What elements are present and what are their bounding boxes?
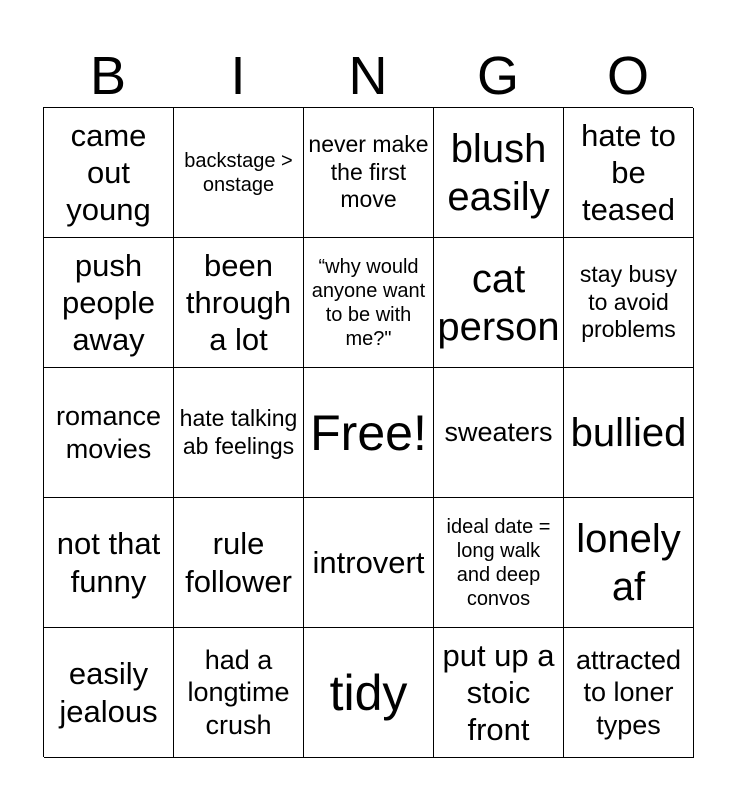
- cell-text: “why would anyone want to be with me?": [311, 255, 426, 350]
- bingo-cell[interactable]: [44, 238, 174, 368]
- cell-text: not that funny: [56, 526, 161, 599]
- cell-text: ideal date = long walk and deep convos: [446, 515, 551, 610]
- bingo-cell[interactable]: [434, 498, 564, 628]
- bingo-cell[interactable]: [174, 238, 304, 368]
- cell-text: attracted to loner types: [575, 644, 682, 740]
- cell-text: came out young: [66, 117, 151, 228]
- cell-text: push people away: [61, 247, 156, 358]
- cell-text: Free!: [310, 404, 427, 461]
- cell-text: stay busy to avoid problems: [579, 261, 678, 343]
- bingo-cell[interactable]: [44, 628, 174, 758]
- header-letter-i: I: [230, 46, 246, 106]
- cell-text: easily jealous: [59, 656, 158, 729]
- cell-text: had a longtime crush: [187, 644, 290, 740]
- header-letter-b: B: [89, 46, 127, 106]
- bingo-header: [43, 44, 693, 108]
- bingo-cell[interactable]: [564, 238, 694, 368]
- bingo-cell[interactable]: [44, 498, 174, 628]
- bingo-cell[interactable]: [44, 108, 174, 238]
- bingo-cell[interactable]: [174, 628, 304, 758]
- bingo-cell[interactable]: [44, 368, 174, 498]
- bingo-cell[interactable]: [174, 368, 304, 498]
- bingo-cell[interactable]: [564, 368, 694, 498]
- cell-text: tidy: [329, 664, 408, 721]
- bingo-cell[interactable]: [434, 628, 564, 758]
- header-letter-g: G: [476, 46, 519, 106]
- bingo-cell[interactable]: [174, 498, 304, 628]
- bingo-cell[interactable]: [564, 498, 694, 628]
- cell-text: blush easily: [447, 126, 550, 219]
- bingo-cell[interactable]: [564, 108, 694, 238]
- bingo-cell[interactable]: [564, 628, 694, 758]
- bingo-cell[interactable]: [304, 238, 434, 368]
- cell-text: cat person: [437, 256, 560, 349]
- cell-text: put up a stoic front: [442, 637, 555, 748]
- cell-text: rule follower: [185, 526, 292, 599]
- cell-text: hate to be teased: [581, 117, 676, 228]
- cell-text: introvert: [312, 544, 425, 580]
- bingo-cell[interactable]: [304, 108, 434, 238]
- cell-text: never make the first move: [308, 131, 429, 213]
- cell-text: hate talking ab feelings: [179, 404, 298, 459]
- cell-text: lonely af: [576, 516, 681, 609]
- bingo-board: [43, 107, 693, 757]
- header-letter-n: N: [348, 46, 388, 106]
- bingo-cell[interactable]: [174, 108, 304, 238]
- bingo-cell[interactable]: [434, 238, 564, 368]
- bingo-cell[interactable]: [304, 628, 434, 758]
- cell-text: bullied: [570, 410, 687, 455]
- cell-text: backstage > onstage: [184, 149, 293, 196]
- cell-text: romance movies: [55, 401, 162, 464]
- bingo-cell[interactable]: [304, 498, 434, 628]
- bingo-cell[interactable]: [434, 368, 564, 498]
- cell-text: sweaters: [444, 417, 553, 448]
- free-space[interactable]: [304, 368, 434, 498]
- cell-text: been through a lot: [185, 247, 292, 358]
- bingo-cell[interactable]: [434, 108, 564, 238]
- header-letter-o: O: [606, 46, 649, 106]
